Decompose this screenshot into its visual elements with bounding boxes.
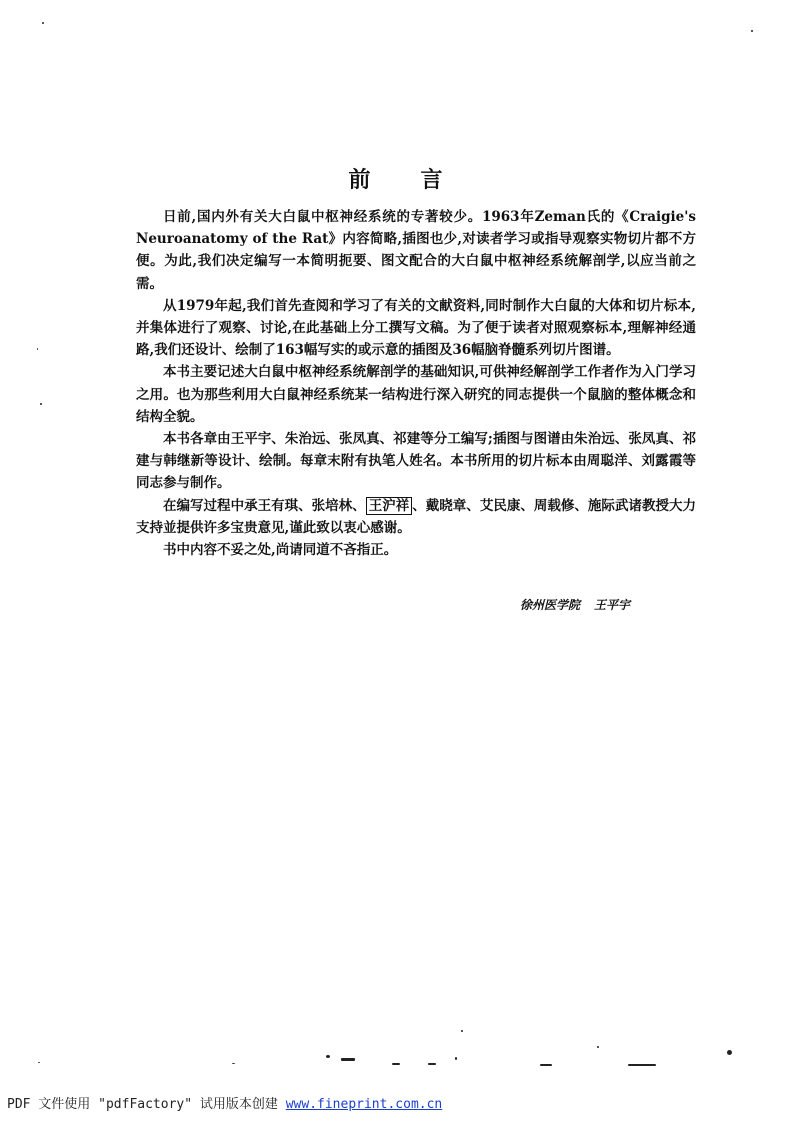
scan-speck bbox=[42, 22, 44, 24]
scan-speck bbox=[38, 1062, 40, 1063]
footer-text: PDF 文件使用 "pdfFactory" 试用版本创建 bbox=[7, 1097, 286, 1112]
footer-link[interactable]: www.fineprint.com.cn bbox=[285, 1097, 443, 1112]
scan-speck bbox=[392, 1063, 400, 1065]
signature-org: 徐州医学院 bbox=[520, 598, 581, 612]
scan-speck bbox=[597, 1046, 599, 1048]
paragraph-2: 从1979年起,我们首先查阅和学习了有关的文献资料,同时制作大白鼠的大体和切片标本,并集体进行了观察、讨论,在此基础上分工撰写文稿。为了便于读者对照观察标本,理解神经通路,我们还设计、绘制了163幅写实的或示意的插图及36幅脑脊髓系列切片图谱。 bbox=[136, 297, 696, 359]
boxed-name: 王沪祥 bbox=[366, 497, 413, 515]
ack-text-after: 、戴晓章、艾民康、周载修、施际武诸教授大力支持並提供许多宝贵意见,谨此致以衷心感谢。 bbox=[136, 497, 697, 536]
page-title bbox=[0, 163, 793, 194]
scan-speck bbox=[455, 1057, 457, 1060]
scan-speck bbox=[727, 1050, 732, 1055]
scan-speck bbox=[40, 403, 42, 405]
scan-speck bbox=[341, 1058, 355, 1061]
ack-text-before: 在编写过程中承王有琪、张培林、 bbox=[163, 497, 366, 514]
scan-speck bbox=[37, 348, 38, 350]
scan-speck bbox=[326, 1055, 330, 1058]
title-char-1: 前 bbox=[348, 167, 373, 193]
paragraph-3: 本书主要记述大白鼠中枢神经系统解剖学的基础知识,可供神经解剖学工作者作为入门学习之用。也为那些利用大白鼠神经系统某一结构进行深入研究的同志提供一个鼠脑的整体概念和结构全貌。 bbox=[136, 364, 696, 425]
signature-name: 王平宇 bbox=[594, 598, 631, 612]
scan-speck bbox=[428, 1063, 436, 1065]
paragraph-1: 日前,国内外有关大白鼠中枢神经系统的专著较少。1963年Zeman氏的《Craigie's Neuroanatomy of the Rat》内容简略,插图也少,对读者学习或指导观察实物切片都不方便。为此,我们决定编写一本简明扼要、图文配合的大白鼠中枢神经系统解剖学,以应当前之需。 bbox=[136, 209, 696, 292]
scan-speck bbox=[461, 1030, 463, 1032]
signature bbox=[520, 596, 630, 613]
acknowledgement-paragraph bbox=[136, 495, 696, 539]
scan-speck bbox=[751, 30, 753, 32]
scan-speck bbox=[232, 1063, 235, 1064]
scan-speck bbox=[628, 1064, 656, 1066]
preface-body bbox=[136, 206, 696, 561]
title-char-2: 言 bbox=[420, 167, 445, 193]
scan-speck bbox=[540, 1064, 552, 1066]
pdf-footer bbox=[7, 1093, 442, 1112]
paragraph-4: 本书各章由王平宇、朱治远、张凤真、祁建等分工编写;插图与图谱由朱治远、张凤真、祁建与韩继新等设计、绘制。每章末附有执笔人姓名。本书所用的切片标本由周聪洋、刘露霞等同志参与制作。 bbox=[136, 431, 696, 492]
closing-paragraph: 书中内容不妥之处,尚请同道不吝指正。 bbox=[163, 542, 398, 559]
